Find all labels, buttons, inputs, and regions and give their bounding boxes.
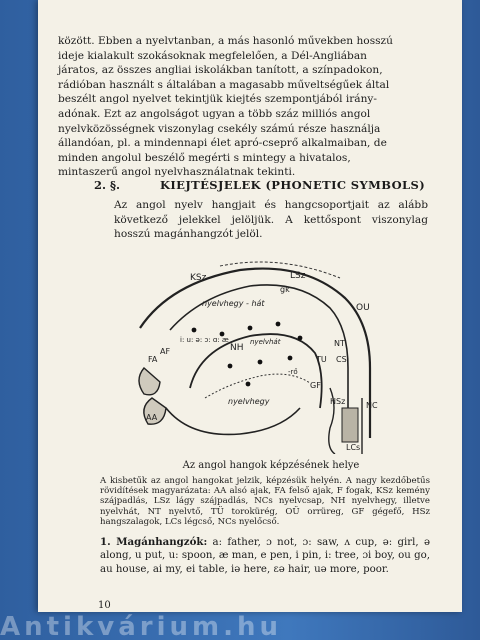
label-af: AF <box>160 347 171 356</box>
label-nyelvhegy-hat: nyelvhegy - hát <box>202 299 265 308</box>
label-tu: TU <box>316 355 327 364</box>
label-aa: AA <box>146 413 158 422</box>
site-watermark: Antikvárium.hu <box>0 612 282 640</box>
body-line: minden angolul beszélő megérti s mintegy a hivatalos, <box>58 151 351 164</box>
body-line: beszélt angol nyelvet tekintjük kiejtés szempontjából irány- <box>58 93 377 106</box>
label-nyelvhegy: nyelvhegy <box>228 397 270 406</box>
label-vowels: i: u: ə: ɔ: ɑ: æ <box>180 336 229 344</box>
vocal-tract-figure <box>130 258 410 454</box>
vowel-list <box>100 536 430 576</box>
label-ro: -rő <box>288 368 298 376</box>
label-nh: NH <box>230 343 244 353</box>
vocal-tract-diagram <box>130 258 410 454</box>
body-paragraph <box>58 34 428 180</box>
body-line: adónak. Ezt az angolságot ugyan a több száz milliós angol <box>58 107 371 120</box>
label-ksz: KSz <box>190 273 207 283</box>
label-nt: NT <box>334 339 345 348</box>
body-line: között. Ebben a nyelvtanban, a más hasonló művekben hosszú <box>58 35 393 47</box>
body-line: járatos, az összes angliai iskolákban tanított, a színpadokon, <box>58 64 383 77</box>
label-ou: OU <box>356 303 370 313</box>
body-line: ideje kialakult szokásoknak megfelelően, a Dél-Angliában <box>58 49 367 62</box>
section-intro: Az angol nyelv hangjait és hangcsoportjait az alább következő jelekkel jelöljük. A kettőspont viszonylag hosszú magánhangzót jelöl. <box>114 199 428 241</box>
label-hsz: HSz <box>330 397 346 406</box>
label-lcs: LCs <box>346 443 361 452</box>
section-title: KIEJTÉSJELEK (PHONETIC SYMBOLS) <box>160 178 426 192</box>
figure-legend: A kisbetűk az angol hangokat jelzik, képzésük helyén. A nagy kezdőbetűs rövidítések magyarázata: AA alsó ajak, FA felső ajak, F fogak, KSz kemény szájpadlás, LSz lágy szájpadlás, NCs nyelvcsap, NH nyelvhegy, illetve nyelvhát, NT nyelvtő, TÜ torokürég, OÜ orrüreg, GF gégefő, HSz hangszalagok, LCs légcső, NCs nyelőcső. <box>100 476 430 527</box>
label-gk: gk <box>280 285 290 294</box>
label-fa: FA <box>148 355 158 364</box>
vowel-text: a: father, ɔ not, ɔ: saw, ʌ cup, ə: girl, ə along, u put, u: spoon, æ man, e pen, i pin, i: tree, ɔi boy, ou go, au house, ai my, ei table, iə here, ɛə hair, uə more, poor. <box>100 537 430 575</box>
label-nc: NC <box>366 401 378 410</box>
label-lsz: LSz <box>290 271 306 281</box>
label-cs: CS <box>336 355 347 364</box>
body-line: rádióban használt s általában a magasabb műveltségűek által <box>58 78 390 91</box>
body-line: mintaszerű angol nyelvhasználatnak tekinti. <box>58 166 296 179</box>
body-line: állandóan, pl. a mindennapi élet apró-cseprő alkalmaiban, de <box>58 137 387 150</box>
vowel-heading: 1. Magánhangzók: <box>100 536 208 548</box>
label-gf: GF <box>310 381 321 390</box>
label-nyelvhat: nyelvhát <box>250 338 281 346</box>
body-line: nyelvközösségnek viszonylag csekély számú része használja <box>58 122 381 135</box>
section-number: 2. §. <box>94 178 121 192</box>
figure-caption: Az angol hangok képzésének helye <box>182 460 360 471</box>
page-number: 10 <box>98 600 111 611</box>
